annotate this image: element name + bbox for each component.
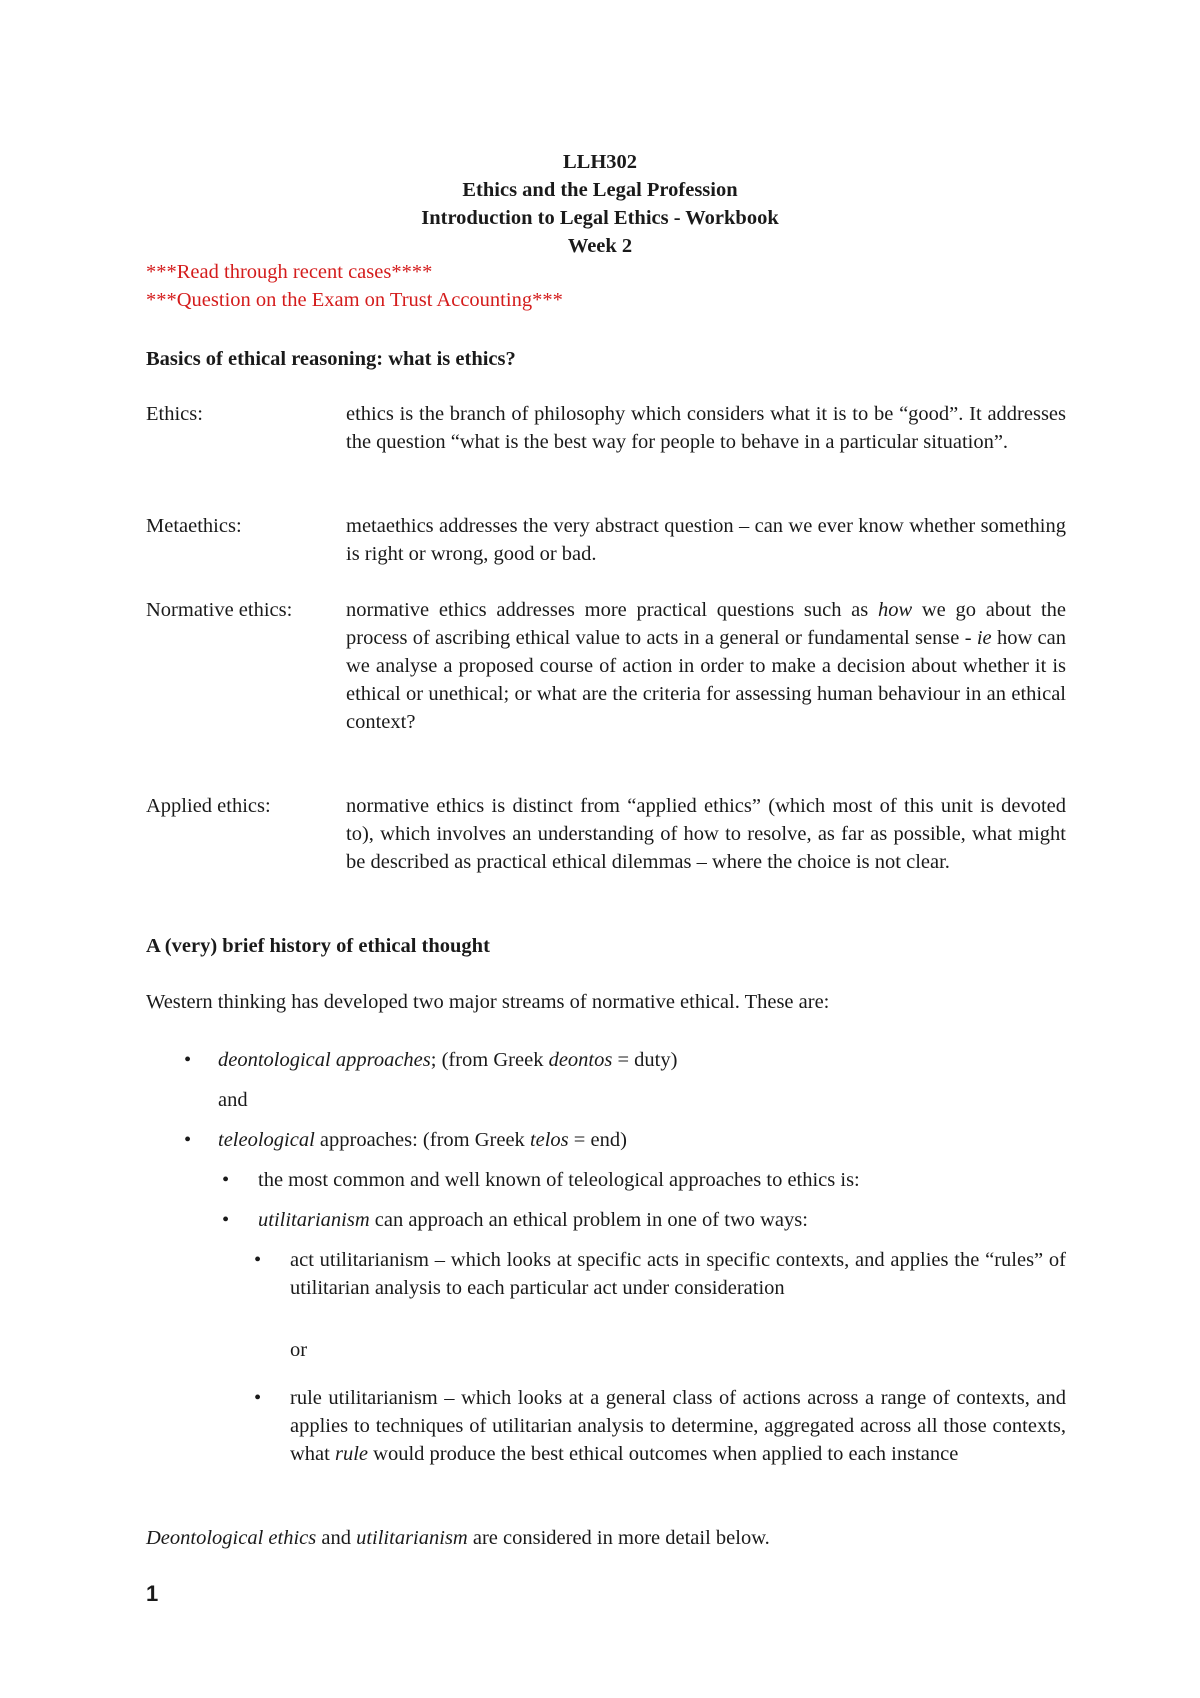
bullet-text: rule utilitarianism – which looks at a general class of actions across a range of contexts, and applies to techniques of utilitarian analysis to determine, aggregated across all those contexts, what rule would produce the best ethical outcomes when applied to each instance <box>290 1387 1066 1465</box>
definition-text: ethics is the branch of philosophy which considers what it is to be “good”. It addresses the question “what is the best way for people to behave in a particular situation”. <box>346 403 1066 453</box>
closing-paragraph: Deontological ethics and utilitarianism are considered in more detail below. <box>146 1527 770 1549</box>
bullet-text: act utilitarianism – which looks at specific acts in specific contexts, and applies the “rules” of utilitarian analysis to each particular act under consideration <box>290 1249 1066 1299</box>
week-label: Week 2 <box>567 235 633 257</box>
term-label: Ethics: <box>146 403 203 425</box>
title-block <box>0 148 1200 260</box>
course-name: Ethics and the Legal Profession <box>462 179 738 201</box>
term-label: Normative ethics: <box>146 599 293 621</box>
bullet-text: the most common and well known of teleological approaches to ethics is: <box>258 1169 860 1191</box>
history-intro: Western thinking has developed two major streams of normative ethical. These are: <box>146 991 830 1013</box>
section-heading-history: A (very) brief history of ethical thought <box>146 935 490 957</box>
bullet-text: utilitarianism can approach an ethical problem in one of two ways: <box>258 1209 808 1231</box>
definition-text: normative ethics addresses more practical questions such as how we go about the process of ascribing ethical value to acts in a general or fundamental sense - ie how can we analyse a proposed course of action in order to make a decision about whether it is ethical or unethical; or what are the criteria for assessing human behaviour in an ethical context? <box>346 599 1066 733</box>
term-label: Applied ethics: <box>146 795 271 817</box>
bullet-text: deontological approaches; (from Greek deontos = duty) <box>218 1049 678 1071</box>
definition-text: metaethics addresses the very abstract question – can we ever know whether something is right or wrong, good or bad. <box>346 515 1066 565</box>
note-trust-accounting: ***Question on the Exam on Trust Accounting*** <box>146 289 563 311</box>
bullet-icon: • <box>222 1169 230 1191</box>
bullet-icon: • <box>222 1209 230 1231</box>
term-label: Metaethics: <box>146 515 242 537</box>
section-heading-basics: Basics of ethical reasoning: what is ethics? <box>146 348 516 370</box>
bullet-icon: • <box>184 1049 192 1071</box>
note-recent-cases: ***Read through recent cases**** <box>146 261 433 283</box>
connector-or: or <box>290 1339 308 1361</box>
page-number: 1 <box>146 1581 159 1606</box>
bullet-text: teleological approaches: (from Greek telos = end) <box>218 1129 627 1151</box>
document-subtitle: Introduction to Legal Ethics - Workbook <box>421 207 779 229</box>
bullet-icon: • <box>254 1387 262 1409</box>
bullet-icon: • <box>184 1129 192 1151</box>
bullet-icon: • <box>254 1249 262 1271</box>
definition-text: normative ethics is distinct from “applied ethics” (which most of this unit is devoted to), which involves an understanding of how to resolve, as far as possible, what might be described as practical ethical dilemmas – where the choice is not clear. <box>346 795 1066 873</box>
course-code: LLH302 <box>562 151 638 173</box>
connector-and: and <box>218 1089 248 1111</box>
